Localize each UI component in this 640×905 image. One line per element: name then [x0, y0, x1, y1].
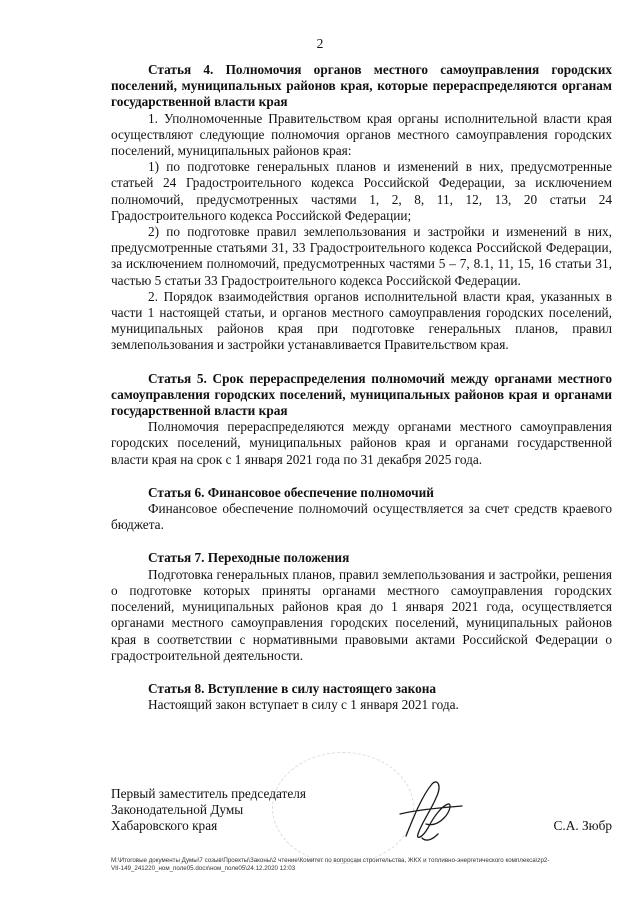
document-footer	[111, 857, 612, 873]
article-4-heading: Статья 4. Полномочия органов местного самоуправления городских поселений, муниципальных районов края, которые перераспределяются органам государственной власти края	[111, 62, 612, 110]
article-4-paragraph-1: 1. Уполномоченные Правительством края органы исполнительной власти края осуществляют следующие полномочия органов местного самоуправления городских поселений, муниципальных районов края:	[111, 110, 612, 159]
article-6-heading: Статья 6. Финансовое обеспечение полномочий	[148, 484, 434, 500]
article-6-paragraph-1: Финансовое обеспечение полномочий осуществляется за счет средств краевого бюджета.	[111, 501, 612, 533]
document-body	[111, 62, 612, 713]
signatory-title-line-2: Законодательной Думы	[111, 802, 244, 817]
article-4-paragraph-3: 2) по подготовке правил землепользования и застройки и изменений в них, предусмотренные статьями 31, 33 Градостроительного кодекса Российской Федерации, за исключением полномочий, предусмотренных частями 5 – 7, 8.1, 11, 15, 16 статьи 31, частью 5 статьи 33 Градостроительного кодекса Российской Федерации.	[111, 224, 612, 288]
signatory-name: С.А. Зюбр	[553, 818, 612, 833]
signature-block	[111, 786, 612, 834]
article-4-paragraph-4: 2. Порядок взаимодействия органов исполнительной власти края, указанных в части 1 настоящей статьи, и органов местного самоуправления городских поселений, муниципальных районов края при подготовке генеральных планов, правил землепользования и застройки устанавливается Правительством края.	[111, 288, 612, 353]
footer-path-line-1: M:\Итоговые документы Думы\7 созыв\Проекты\Законы\2 чтение\Комитет по вопросам строительства, ЖКХ и топливно-энергетического комплекса\zp2-	[111, 857, 550, 864]
article-8-heading: Статья 8. Вступление в силу настоящего закона	[148, 680, 437, 696]
article-5-paragraph-1: Полномочия перераспределяются между органами местного самоуправления городских поселений, муниципальных районов края и органами государственной власти края на срок с 1 января 2021 года по 31 декабря 2025 года.	[111, 419, 612, 467]
signatory-title-line-3: Хабаровского края	[111, 818, 218, 833]
signatory-title-line-1: Первый заместитель председателя	[111, 786, 307, 801]
footer-path-line-2: VII-149_241220_ном_поле05.docx\ном_поле05\24.12.2020 12:03	[111, 865, 296, 872]
article-5-heading: Статья 5. Срок перераспределения полномочий между органами местного самоуправления городских поселений, муниципальных районов края и органами государственной власти края	[111, 370, 612, 419]
article-8-paragraph-1: Настоящий закон вступает в силу с 1 января 2021 года.	[148, 697, 459, 713]
page-number: 2	[316, 36, 324, 51]
article-4-paragraph-2: 1) по подготовке генеральных планов и изменений в них, предусмотренные статьей 24 Градостроительного кодекса Российской Федерации, за исключением полномочий, предусмотренных частями 1, 2, 8, 11, 12, 13, 20 статьи 24 Градостроительного кодекса Российской Федерации;	[111, 159, 612, 223]
article-7-heading: Статья 7. Переходные положения	[148, 550, 350, 566]
article-7-paragraph-1: Подготовка генеральных планов, правил землепользования и застройки, решения о подготовке которых приняты органами местного самоуправления городских поселений, муниципальных районов края до 1 января 2021 года, осуществляется органами местного самоуправления городских поселений, муниципальных районов края в соответствии с нормативными правовыми актами Российской Федерации о градостроительной деятельности.	[111, 566, 612, 663]
